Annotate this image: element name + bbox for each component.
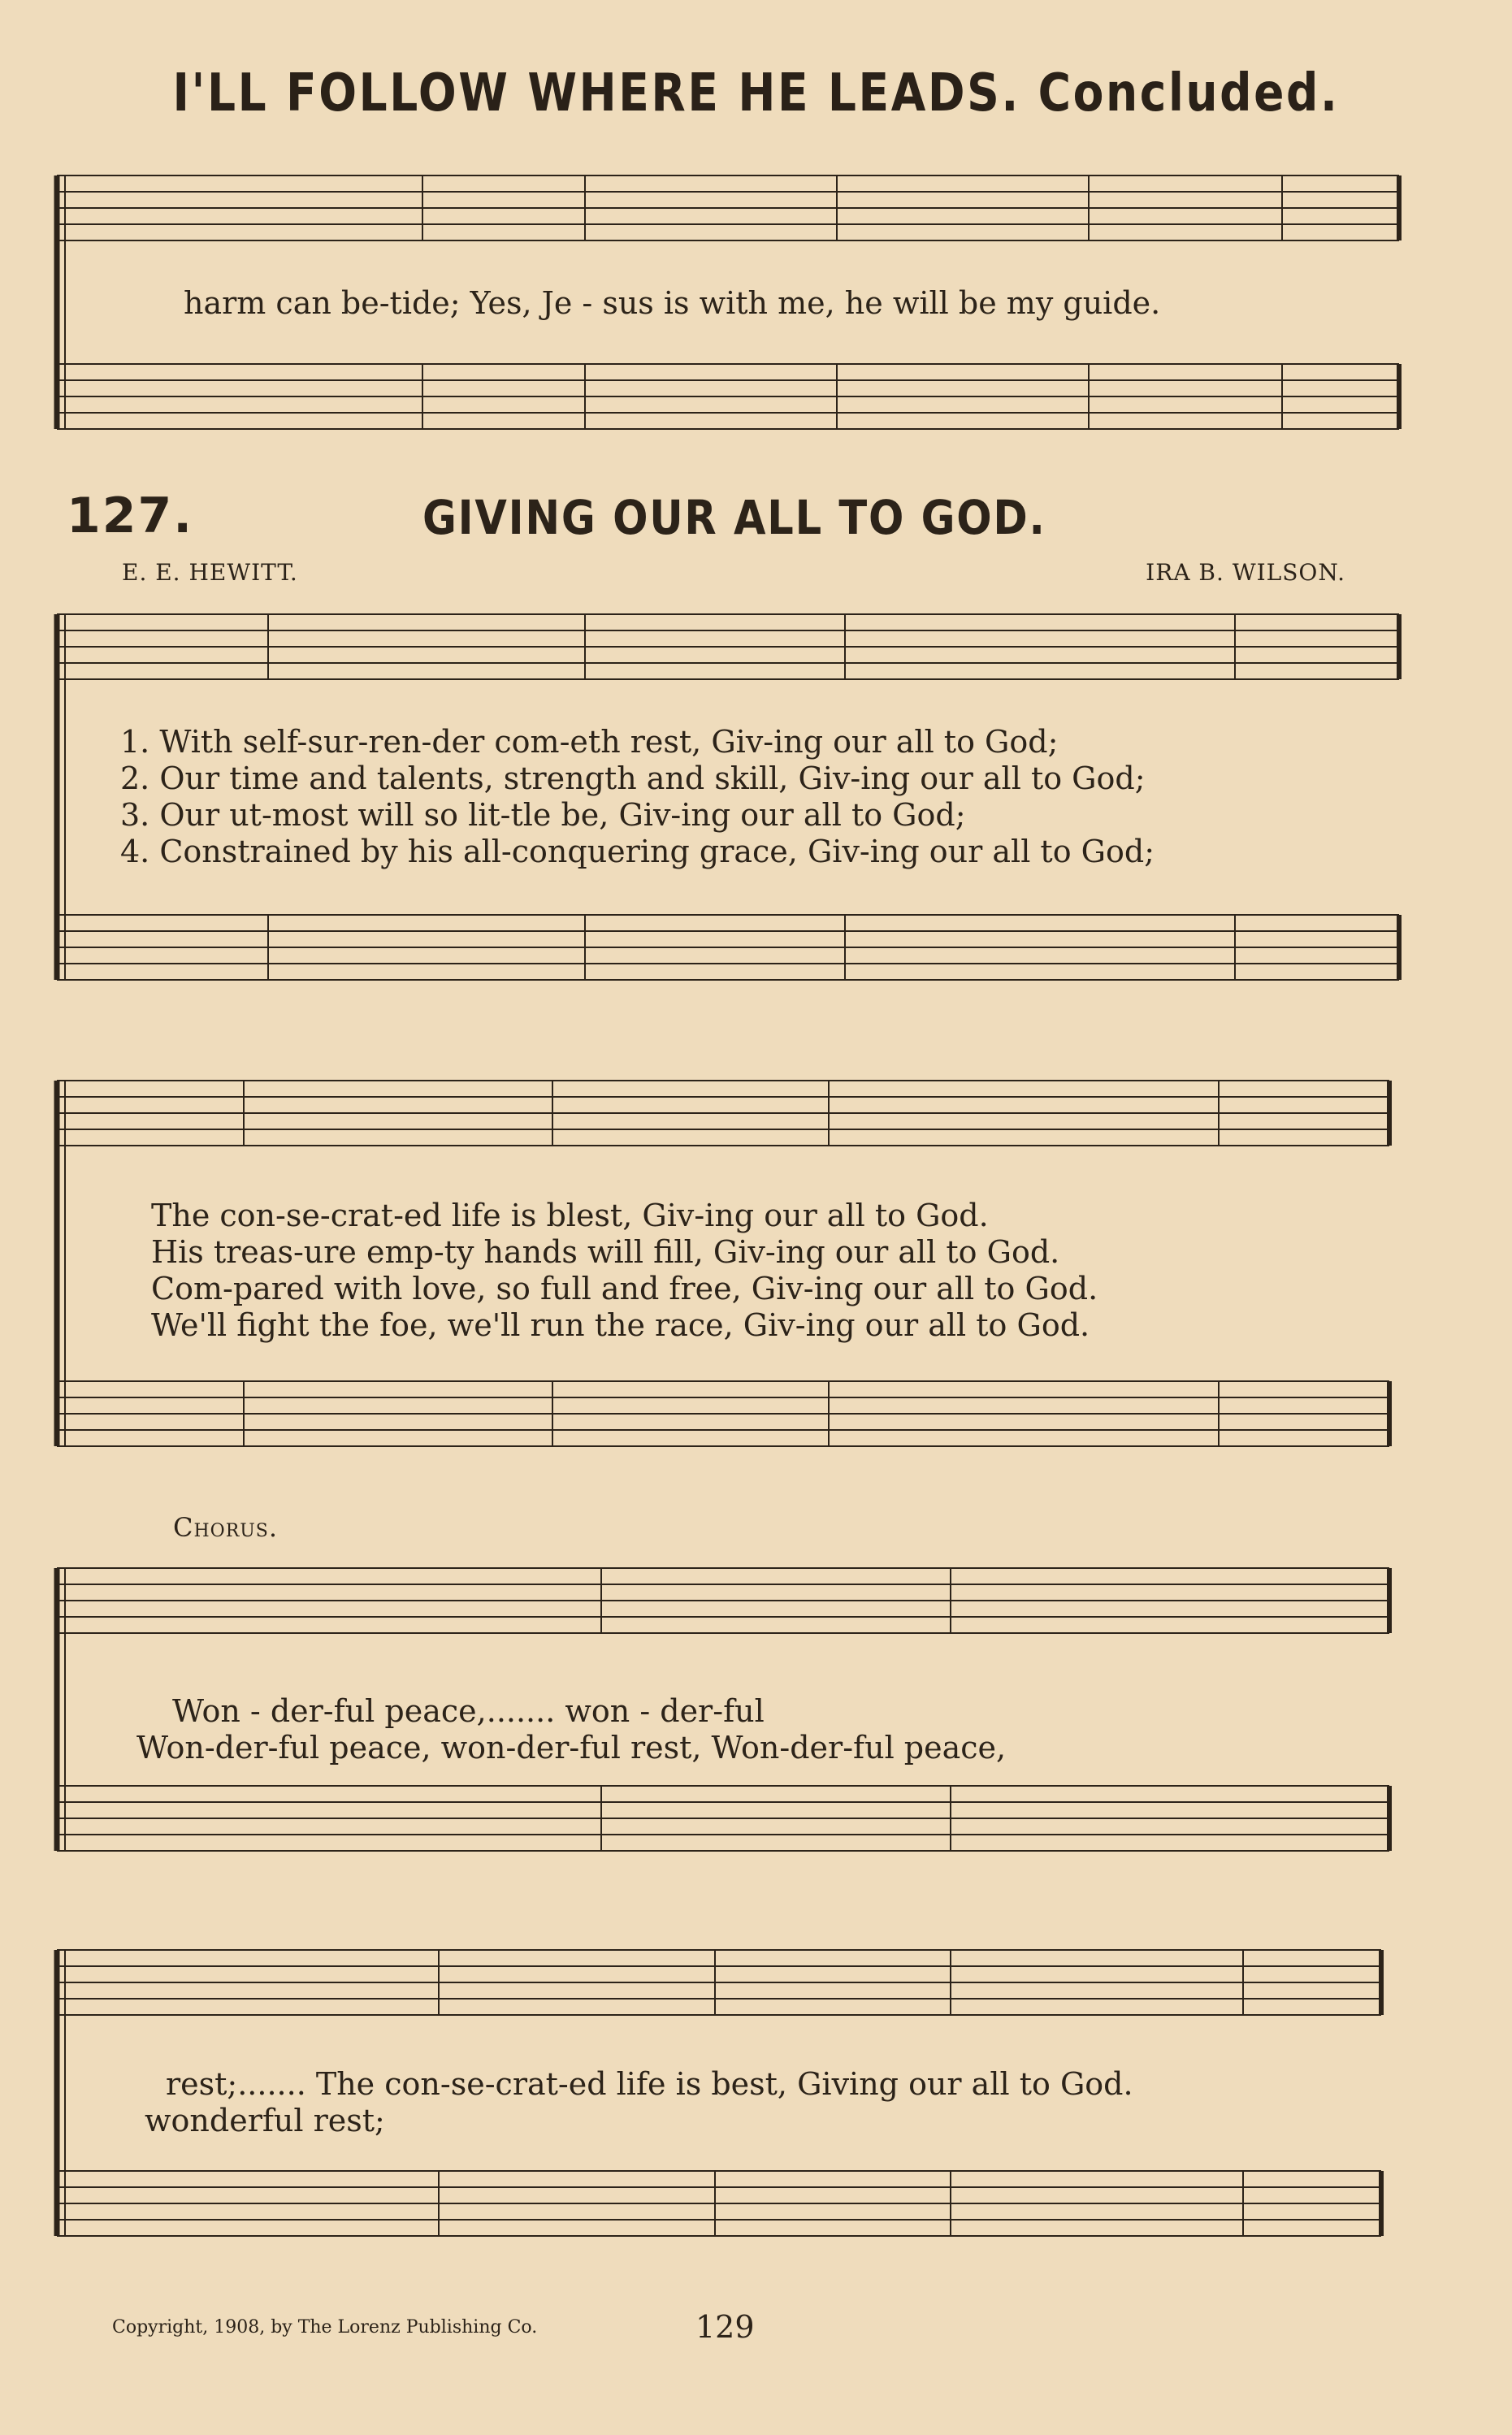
chorus-lyric-2-lower: wonderful rest; <box>145 2103 385 2138</box>
verse-3-line-a: 3. Our ut-most will so lit-tle be, Giv-ing our all to God; <box>120 797 966 833</box>
hymn-number: 127. <box>67 487 194 544</box>
verse-1-line-a: 1. With self-sur-ren-der com-eth rest, Giv-ing our all to God; <box>120 724 1059 760</box>
page-number: 129 <box>695 2309 755 2345</box>
previous-hymn-lyric: harm can be-tide; Yes, Je - sus is with me, he will be my guide. <box>184 285 1161 321</box>
verse-4-line-b: We'll fight the foe, we'll run the race, Giv-ing our all to God. <box>151 1307 1090 1343</box>
verse-4-line-a: 4. Constrained by his all-conquering grace, Giv-ing our all to God; <box>120 834 1155 869</box>
verse-2-line-b: His treas-ure emp-ty hands will fill, Giv-ing our all to God. <box>151 1234 1060 1270</box>
chorus-lyric-2-upper: rest;....... The con-se-crat-ed life is best, Giving our all to God. <box>166 2066 1133 2102</box>
chorus-lyric-1-upper: Won - der-ful peace,....... won - der-ful <box>172 1693 765 1729</box>
chorus-lyric-1-lower: Won-der-ful peace, won-der-ful rest, Won-der-ful peace, <box>136 1730 1007 1766</box>
hymn-title: GIVING OUR ALL TO GOD. <box>422 490 1046 545</box>
verse-1-line-b: The con-se-crat-ed life is blest, Giv-ing our all to God. <box>151 1198 989 1233</box>
lyricist-credit: E. E. HEWITT. <box>122 559 298 586</box>
verse-3-line-b: Com-pared with love, so full and free, Giv-ing our all to God. <box>151 1271 1098 1306</box>
composer-credit: IRA B. WILSON. <box>1146 559 1345 586</box>
previous-hymn-title: I'LL FOLLOW WHERE HE LEADS. Concluded. <box>172 63 1340 123</box>
verse-2-line-a: 2. Our time and talents, strength and skill, Giv-ing our all to God; <box>120 760 1146 796</box>
copyright-notice: Copyright, 1908, by The Lorenz Publishing Co. <box>112 2317 538 2338</box>
chorus-label: Chorus. <box>173 1512 279 1543</box>
